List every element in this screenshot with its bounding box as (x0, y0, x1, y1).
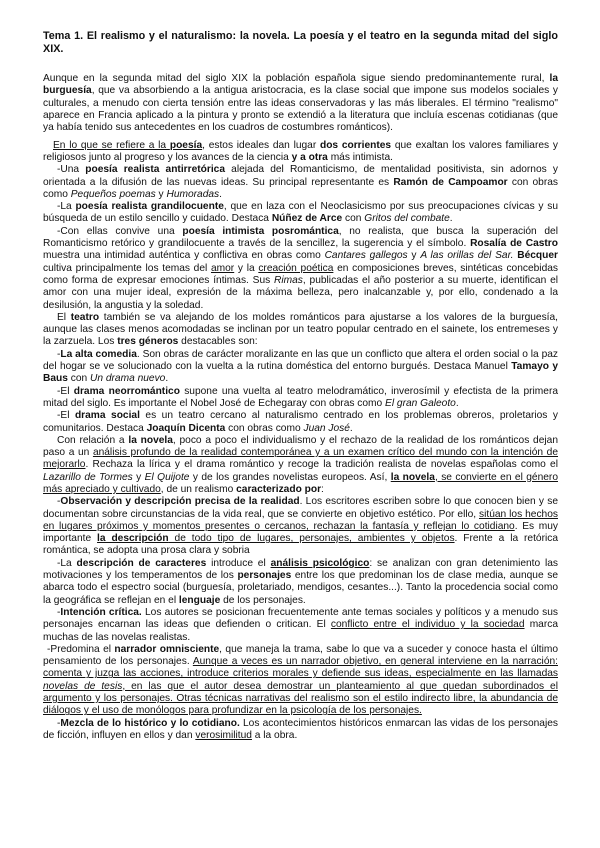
text: - (57, 717, 61, 729)
text: -Una (57, 164, 86, 176)
text: marca muchas de las novelas realistas. (43, 619, 558, 643)
text: y (132, 471, 145, 483)
bold-text: Rosalía de Castro (470, 238, 558, 250)
paragraph-mezcla (43, 718, 558, 743)
text: que exaltan los valores familiares y religiosos junto al progreso y los avances de la ciencia (43, 139, 558, 163)
paragraph-narrador (43, 644, 558, 718)
paragraph-poesia (43, 140, 558, 165)
text: -Predomina el (47, 643, 115, 655)
underlined-text: verosimilitud (195, 729, 252, 741)
italic-text: Gritos del combate (364, 213, 450, 225)
underlined-text: Aunque a veces es un narrador objetivo, en general interviene en la narración: comenta y juzga las acciones, introduce criterios morales y defiende sus ideas, especialmente en las llamadas (43, 656, 558, 680)
bold-text: Intención crítica. (60, 606, 142, 618)
text: . (165, 373, 169, 385)
underlined-text: En lo que se refiere a la (53, 139, 170, 151)
bold-text: poesía realista grandilocuente (75, 201, 224, 213)
bold-underlined-text: análisis psicológico (270, 557, 370, 569)
text: con (342, 213, 365, 225)
text: cultiva principalmente los temas del (43, 262, 211, 274)
bold-text: La alta comedia (60, 348, 137, 360)
text: Con relación a (57, 434, 129, 446)
text: y de los grandes novelistas europeos. Así, (189, 471, 391, 483)
bold-text: Bécquer (517, 250, 558, 262)
text: -Con ellas convive una (57, 225, 183, 237)
text: -La (57, 201, 76, 213)
text: muestra una intimidad auténtica y conflictiva en obras como (43, 250, 325, 262)
paragraph-observacion (43, 496, 558, 557)
underlined-text: conflicto entre el individuo y la sociedad (330, 619, 525, 631)
bold-text: caracterizado por (236, 483, 322, 495)
text: , que va absorbiendo a la antigua aristocracia, es la clase social que impone sus modelos sociales y culturales, a menudo con cierta tensión entre las ideas conservadoras y las más liberales. El término "realismo" aparece en Francia aplicado a la pintura y pronto se extendió a la literatura que incluía escenas cotidianas (que ya había tenido sus antecedentes en los cuadros de costumbres románticos). (43, 85, 558, 134)
italic-text: Cantares gallegos (324, 250, 408, 262)
text: Los autores se posicionan frecuentemente ante temas sociales y políticos y a menudo sus personajes encarnan las ideas que defienden o critican. El (43, 606, 558, 631)
underlined-text: , en las que el autor desea demostrar un planteamiento al que quedan subordinados el argumento y los personajes. Otras técnicas narrativas del realismo son el estilo indirecto libre, la abundancia de diálogos y el uso de monólogos para profundizar en la psicología de los personajes. (43, 680, 558, 717)
underlined-text: sitúan los hechos en lugares próximos y momentos presentes o cercanos, rechazan la fantasía y reflejan lo cotidiano (43, 508, 558, 532)
text: , publicadas el año posterior a su muerte, identifican el amor con una mujer ideal, expresión de la máxima belleza, pero inalcanzable y, por ello, condenado a la desilusión, la angustia y la soledad. (43, 274, 558, 311)
text: : se analizan con gran detenimiento las motivaciones y los temperamentos de los (43, 557, 559, 582)
text: . (349, 422, 353, 434)
text: - (57, 606, 61, 618)
text: de los personajes. (220, 594, 306, 606)
bold-text: drama social (74, 410, 140, 422)
italic-text: Pequeños poemas (70, 188, 156, 200)
bold-text: dos corrientes (319, 139, 392, 151)
paragraph-intencion-critica (43, 607, 558, 644)
underlined-text: de todo tipo de lugares, personajes, ambientes y objetos (168, 533, 455, 545)
text: , estos ideales dan lugar (202, 139, 320, 151)
text: . Los escritores escriben sobre lo que conocen bien y se documentan sobre circunstancias de la vida real, que se convierte en objetivo estético. Por ello, (43, 496, 558, 520)
text: Los acontecimientos históricos enmarcan las vidas de los personajes de ficción, influyen en ellos y dan (43, 717, 558, 741)
text: - (57, 348, 61, 360)
paragraph-intro (43, 73, 558, 134)
text: más intimista. (327, 151, 393, 163)
bold-underlined-text: la descripción (97, 533, 169, 545)
text: . (449, 213, 453, 225)
bold-text: Joaquín Dicenta (146, 422, 226, 434)
bold-text: drama neorromántico (73, 385, 180, 397)
bold-text: descripción de caracteres (76, 557, 207, 569)
text: a la obra. (251, 729, 298, 741)
bold-text: Núñez de Arce (271, 213, 343, 225)
bold-text: Mezcla de lo histórico y lo cotidiano. (60, 717, 240, 729)
text: y la (234, 262, 259, 274)
underlined-text: creación poética (258, 262, 334, 274)
paragraph-novela (43, 435, 558, 496)
italic-text: El Quijote (144, 471, 190, 483)
text: con obras como (225, 422, 304, 434)
text: con (67, 373, 91, 385)
paragraph-poesia-intimista (43, 226, 558, 312)
bold-text: tres géneros (117, 336, 179, 348)
text: alejada del Romanticismo, de mentalidad positivista, sin adornos y orientada a la difusión de las nuevas ideas. Su principal representante es (43, 164, 558, 188)
text: , de un realismo (160, 483, 237, 495)
italic-text: A las orillas del Sar. (420, 250, 514, 262)
text: y (407, 250, 421, 262)
paragraph-alta-comedia (43, 349, 558, 386)
underlined-text: , se convierte en el género más apreciado y cultivado (43, 471, 558, 495)
paragraph-drama-neorromantico (43, 386, 558, 411)
italic-text: Lazarillo de Tormes (43, 471, 133, 483)
text: Aunque en la segunda mitad del siglo XIX la población española sigue siendo predominantemente rural, (43, 73, 550, 85)
bold-text: lenguaje (178, 594, 221, 606)
text: . Es muy importante (43, 520, 558, 545)
text: : (321, 483, 324, 495)
document-title: Tema 1. El realismo y el naturalismo: la novela. La poesía y el teatro en la segunda mitad del siglo XIX. (43, 30, 558, 55)
text: . Son obras de carácter moralizante en las que un conflicto que altera el orden social o la paz del hogar se ve solucionado con la vuelta a la rutina doméstica del entorno burgués. Destaca Manuel (43, 348, 558, 373)
italic-text: Un drama nuevo (90, 373, 166, 385)
text: , poco a poco el individualismo y el rechazo de la realidad de los románticos dejan paso a un (43, 434, 558, 459)
text: es un teatro cercano al naturalismo centrado en los problemas obreros, proletarios y comunitarios. Destaca (43, 410, 558, 434)
text: también se va alejando de los moldes románticos para ajustarse a los valores de la burguesía, aunque las clases menos acomodadas se inclinan por un teatro popular centrado en el sainete, los entremeses y la zarzuela. Los (43, 311, 559, 348)
text: supone una vuelta al teatro melodramático, inverosímil y efectista de la primera mitad del siglo. Es importante el Nobel José de Echegaray con obras como (43, 385, 559, 409)
paragraph-drama-social (43, 410, 558, 435)
italic-text: El gran Galeoto (385, 397, 456, 409)
bold-text: poesía intimista posromántica (182, 225, 339, 237)
text: . (219, 188, 222, 200)
bold-text: Tamayo y Baus (43, 361, 558, 385)
text: introduce el (206, 557, 271, 569)
paragraph-caracteres (43, 558, 558, 607)
bold-text: la burguesía (43, 73, 558, 97)
bold-text: poesía realista antirretórica (85, 164, 225, 176)
text: -El (57, 385, 74, 397)
text: El (57, 311, 71, 323)
underlined-text: análisis profundo de la realidad contemporánea y a un examen crítico del mundo con la intención de mejorarlo (43, 447, 558, 471)
paragraph-teatro (43, 312, 558, 349)
underlined-italic-text: novelas de tesis (43, 680, 123, 692)
paragraph-poesia-grandilocuente (43, 201, 558, 226)
text: . (455, 397, 459, 409)
text: y (155, 188, 167, 200)
text: - (57, 496, 61, 508)
text: , no realista, que busca la superación del Romanticismo retórico y grandilocuente a través de la sencillez, la sugerencia y el símbolo. (43, 225, 558, 250)
text: . Rechaza la lírica y el drama romántico y recoge la tradición realista de novelas españolas como el (85, 459, 558, 471)
italic-text: Juan José (303, 422, 350, 434)
text: en composiciones breves, sintéticas concebidas como forma de expresar emociones íntimas. Sus (43, 262, 559, 286)
bold-text: personajes (237, 570, 292, 582)
paragraph-poesia-antirretorica (43, 164, 558, 201)
text: , que en laza con el Neoclasicismo por sus preocupaciones cívicas y su búsqueda de un estilo sencillo y cuidado. Destaca (43, 201, 558, 225)
text: destacables son: (178, 336, 258, 348)
italic-text: Humoradas (166, 188, 220, 200)
text: . Frente a la retórica romántica, se adopta una prosa clara y sobria (43, 533, 558, 557)
bold-text: y a otra (291, 151, 328, 163)
underlined-text: amor (210, 262, 235, 274)
text: -El (57, 410, 75, 422)
text: entre los que predominan los de clase media, aunque se abarca todo el espectro social (burguesía, proletariado, mendigos, cesantes...). Tanto la procedencia social como la geográfica se reflejan en el (43, 570, 558, 606)
text: con obras como (43, 176, 559, 200)
bold-underlined-text: la novela (390, 471, 435, 483)
bold-text: la novela (128, 434, 173, 446)
text: -La (57, 557, 77, 569)
bold-text: Ramón de Campoamor (393, 176, 508, 188)
bold-text: Observación y descripción precisa de la realidad (60, 496, 300, 508)
bold-underlined-text: poesía (169, 139, 203, 151)
text: , que maneja la trama, sabe lo que va a suceder y conoce hasta el último pensamiento de los personajes. (43, 643, 559, 668)
italic-text: Rimas (274, 274, 303, 286)
bold-text: teatro (70, 311, 100, 323)
bold-text: narrador omnisciente (114, 643, 220, 655)
